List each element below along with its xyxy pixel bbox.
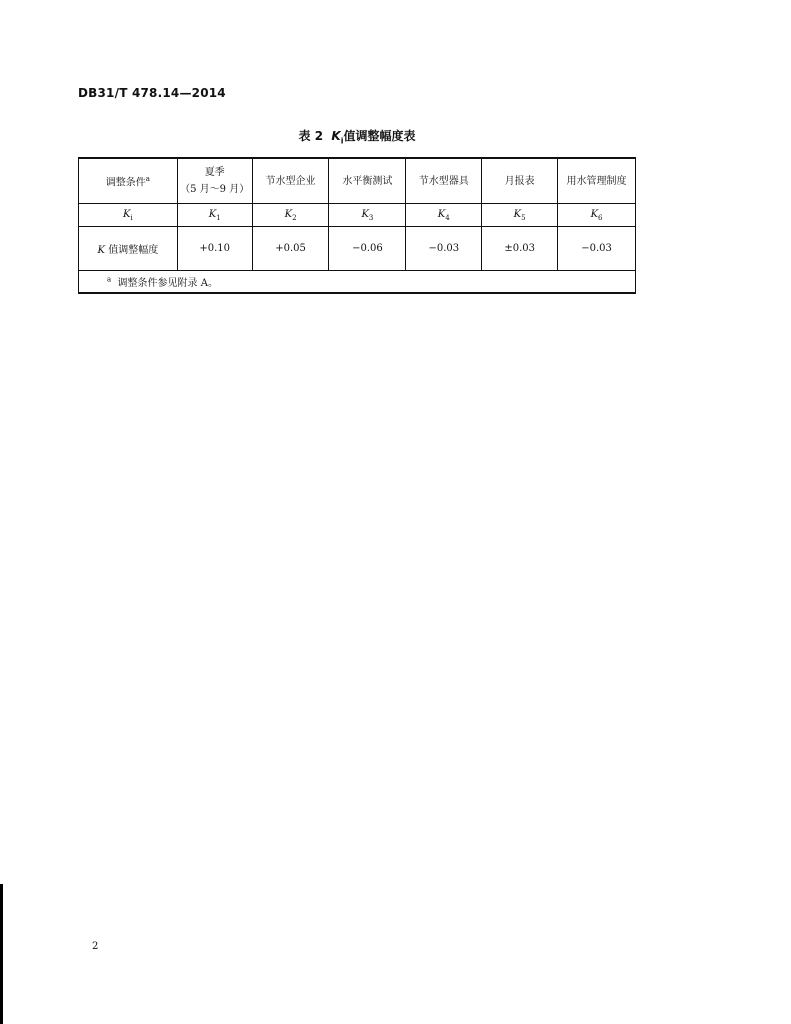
- value-cell: ±0.03: [482, 227, 558, 271]
- value-row: [79, 227, 636, 271]
- footnote-row: [79, 271, 636, 294]
- header-cell-summer: 夏季 （5 月～9 月）: [177, 158, 252, 204]
- table-header-row: [79, 158, 636, 204]
- caption-subscript: i: [340, 136, 344, 146]
- symbol-cell: $K_5$: [482, 204, 558, 227]
- caption-prefix: 表 2: [298, 129, 324, 143]
- value-cell: −0.06: [329, 227, 406, 271]
- header-cell: 节水型器具: [406, 158, 482, 204]
- header-cell: 月报表: [482, 158, 558, 204]
- value-cell: +0.10: [177, 227, 252, 271]
- scan-edge-rule: [0, 884, 3, 1024]
- header-cell-condition: 调整条件$^a$: [79, 158, 178, 204]
- symbol-cell: $K_4$: [406, 204, 482, 227]
- footnote-text: 调整条件参见附录 A。: [117, 278, 218, 289]
- value-cell: +0.05: [252, 227, 329, 271]
- symbol-cell: $K_i$: [79, 204, 178, 227]
- header-cell: 节水型企业: [252, 158, 329, 204]
- document-id: DB31/T 478.14—2014: [78, 86, 226, 100]
- symbol-cell: $K_6$: [558, 204, 636, 227]
- symbol-cell: $K_3$: [329, 204, 406, 227]
- caption-suffix: 值调整幅度表: [343, 129, 416, 143]
- header-cell: 用水管理制度: [558, 158, 636, 204]
- table-caption: [78, 127, 636, 145]
- symbol-row: [79, 204, 636, 227]
- caption-symbol: K: [331, 129, 341, 143]
- value-cell: −0.03: [406, 227, 482, 271]
- footnote-cell: $^a$ 调整条件参见附录 A。: [79, 271, 636, 294]
- header-cell: 水平衡测试: [329, 158, 406, 204]
- ki-adjustment-table: [78, 157, 636, 294]
- footnote-mark: a: [145, 174, 150, 183]
- symbol-cell: $K_1$: [177, 204, 252, 227]
- page-number: 2: [92, 941, 99, 952]
- value-cell: −0.03: [558, 227, 636, 271]
- value-row-label: K 值调整幅度: [79, 227, 178, 271]
- symbol-cell: $K_2$: [252, 204, 329, 227]
